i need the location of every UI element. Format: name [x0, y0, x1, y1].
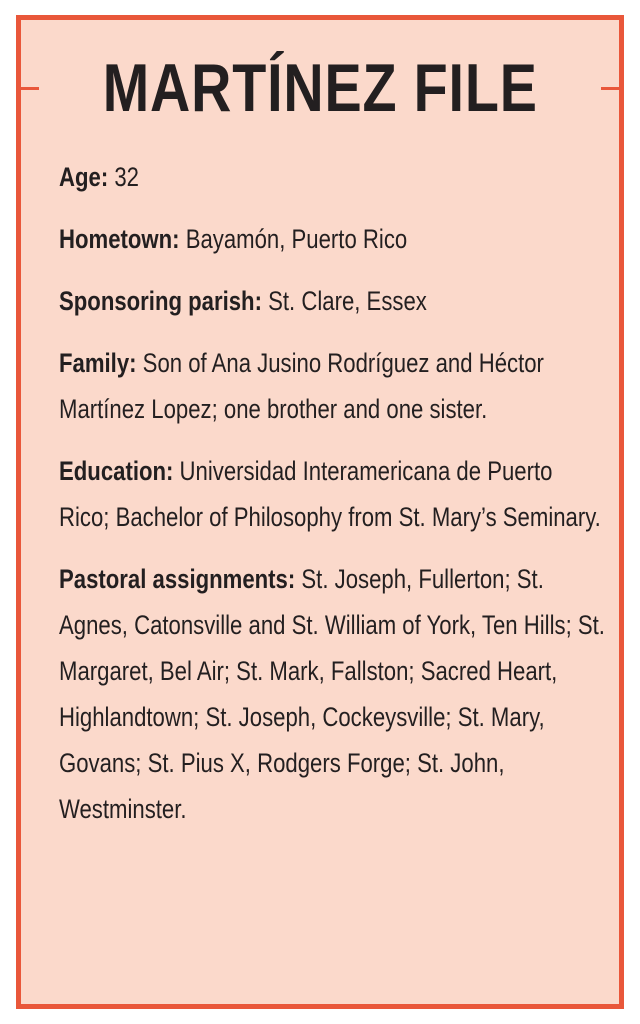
info-card	[16, 15, 624, 1009]
entry-label: Age:	[59, 162, 109, 192]
card-body	[59, 154, 607, 848]
entry-label: Hometown:	[59, 224, 180, 254]
entry-education	[59, 448, 607, 540]
entry-family	[59, 340, 607, 432]
entry-age	[59, 154, 607, 200]
entry-pastoral-assignments	[59, 556, 607, 832]
entry-label: Sponsoring parish:	[59, 286, 262, 316]
left-rule	[21, 87, 39, 90]
entry-label: Pastoral assignments:	[59, 564, 296, 594]
entry-value: Bayamón, Puerto Rico	[185, 224, 408, 254]
entry-value: Son of Ana Jusino Rodríguez and Héctor Martínez Lopez; one brother and one sister.	[59, 348, 544, 424]
right-rule	[601, 87, 619, 90]
card-title: MARTÍNEZ FILE	[102, 50, 538, 126]
entry-hometown	[59, 216, 607, 262]
entry-sponsoring-parish	[59, 278, 607, 324]
entry-value: St. Clare, Essex	[268, 286, 427, 316]
entry-value: St. Joseph, Fullerton; St. Agnes, Catonsville and St. William of York, Ten Hills; St. Margaret, Bel Air; St. Mark, Fallston; Sacred Heart, Highlandtown; St. Joseph, Cockeysville; St. Mary, Govans; St. Pius X, Rodgers Forge; St. John, Westminster.	[59, 564, 605, 824]
entry-value: 32	[114, 162, 140, 192]
entry-label: Education:	[59, 456, 174, 486]
entry-value: Universidad Interamericana de Puerto Rico; Bachelor of Philosophy from St. Mary’s Seminary.	[59, 456, 601, 532]
title-row	[21, 48, 619, 128]
entry-label: Family:	[59, 348, 137, 378]
